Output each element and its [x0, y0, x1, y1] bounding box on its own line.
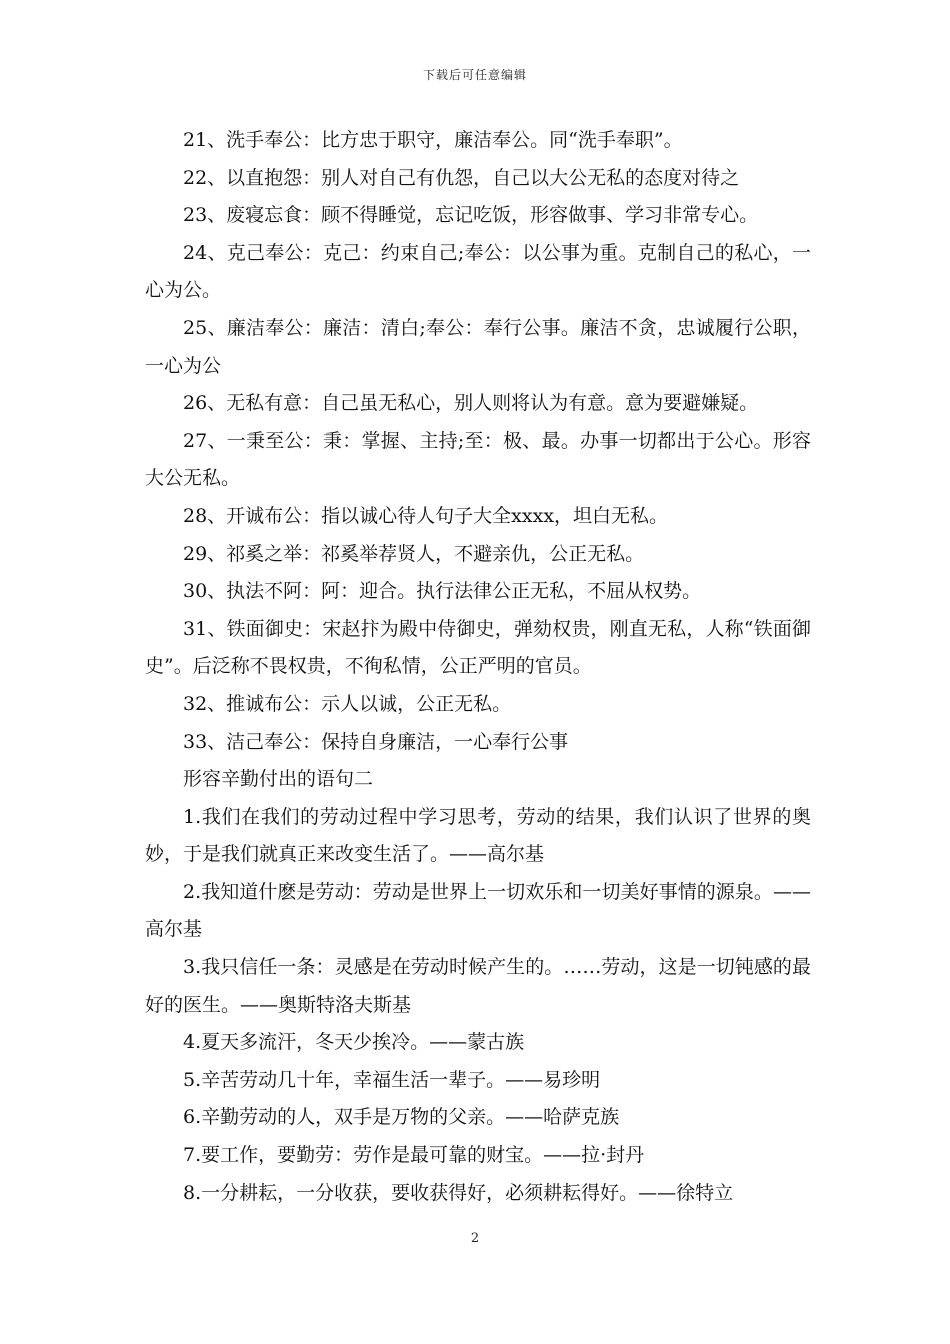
paragraph: 31、铁面御史：宋赵抃为殿中侍御史，弹劾权贵，刚直无私，人称“铁面御史”。后泛称不畏权贵，不徇私情，公正严明的官员。: [145, 617, 811, 678]
paragraph: 21、洗手奉公：比方忠于职守，廉洁奉公。同“洗手奉职”。: [183, 129, 683, 151]
paragraph: 1.我们在我们的劳动过程中学习思考，劳动的结果，我们认识了世界的奥妙，于是我们就真正来改变生活了。——高尔基: [145, 805, 811, 866]
paragraph: 32、推诚布公：示人以诚，公正无私。: [183, 692, 512, 715]
document-body: [145, 122, 811, 1212]
paragraph: 26、无私有意：自己虽无私心，别人则将认为有意。意为要避嫌疑。: [183, 392, 759, 415]
paragraph: 4.夏天多流汗，冬天少挨冷。——蒙古族: [183, 1031, 525, 1054]
paragraph: 30、执法不阿：阿：迎合。执行法律公正无私，不屈从权势。: [183, 580, 702, 603]
paragraph: 8.一分耕耘，一分收获，要收获得好，必须耕耘得好。——徐特立: [183, 1181, 734, 1204]
page-number: 2: [470, 1231, 480, 1246]
section-heading: 形容辛勤付出的语句二: [183, 768, 374, 791]
paragraph: 24、克己奉公：克己：约束自己;奉公：以公事为重。克制自己的私心，一心为公。: [145, 241, 811, 302]
paragraph: 23、废寝忘食：顾不得睡觉，忘记吃饭，形容做事、学习非常专心。: [183, 204, 759, 227]
paragraph: 22、以直抱怨：别人对自己有仇怨，自己以大公无私的态度对待之: [183, 166, 740, 189]
page-header: 下载后可任意编辑: [422, 68, 527, 82]
paragraph: 28、开诚布公：指以诚心待人句子大全xxxx，坦白无私。: [183, 504, 669, 527]
paragraph: 33、洁己奉公：保持自身廉洁，一心奉行公事: [183, 730, 569, 753]
paragraph: 3.我只信任一条：灵感是在劳动时候产生的。……劳动，这是一切钝感的最好的医生。——奥斯特洛夫斯基: [145, 956, 811, 1016]
paragraph: 7.要工作，要勤劳：劳作是最可靠的财宝。——拉·封丹: [183, 1144, 645, 1167]
paragraph: 29、祁奚之举：祁奚举荐贤人，不避亲仇，公正无私。: [183, 542, 645, 565]
paragraph: 27、一秉至公：秉：掌握、主持;至：极、最。办事一切都出于公心。形容大公无私。: [145, 429, 811, 490]
paragraph: 5.辛苦劳动几十年，幸福生活一辈子。——易珍明: [183, 1068, 601, 1091]
paragraph: 2.我知道什麽是劳动：劳动是世界上一切欢乐和一切美好事情的源泉。——高尔基: [145, 880, 811, 941]
paragraph: 25、廉洁奉公：廉洁：清白;奉公：奉行公事。廉洁不贪，忠诚履行公职，一心为公: [145, 316, 811, 377]
paragraph: 6.辛勤劳动的人，双手是万物的父亲。——哈萨克族: [183, 1106, 620, 1129]
